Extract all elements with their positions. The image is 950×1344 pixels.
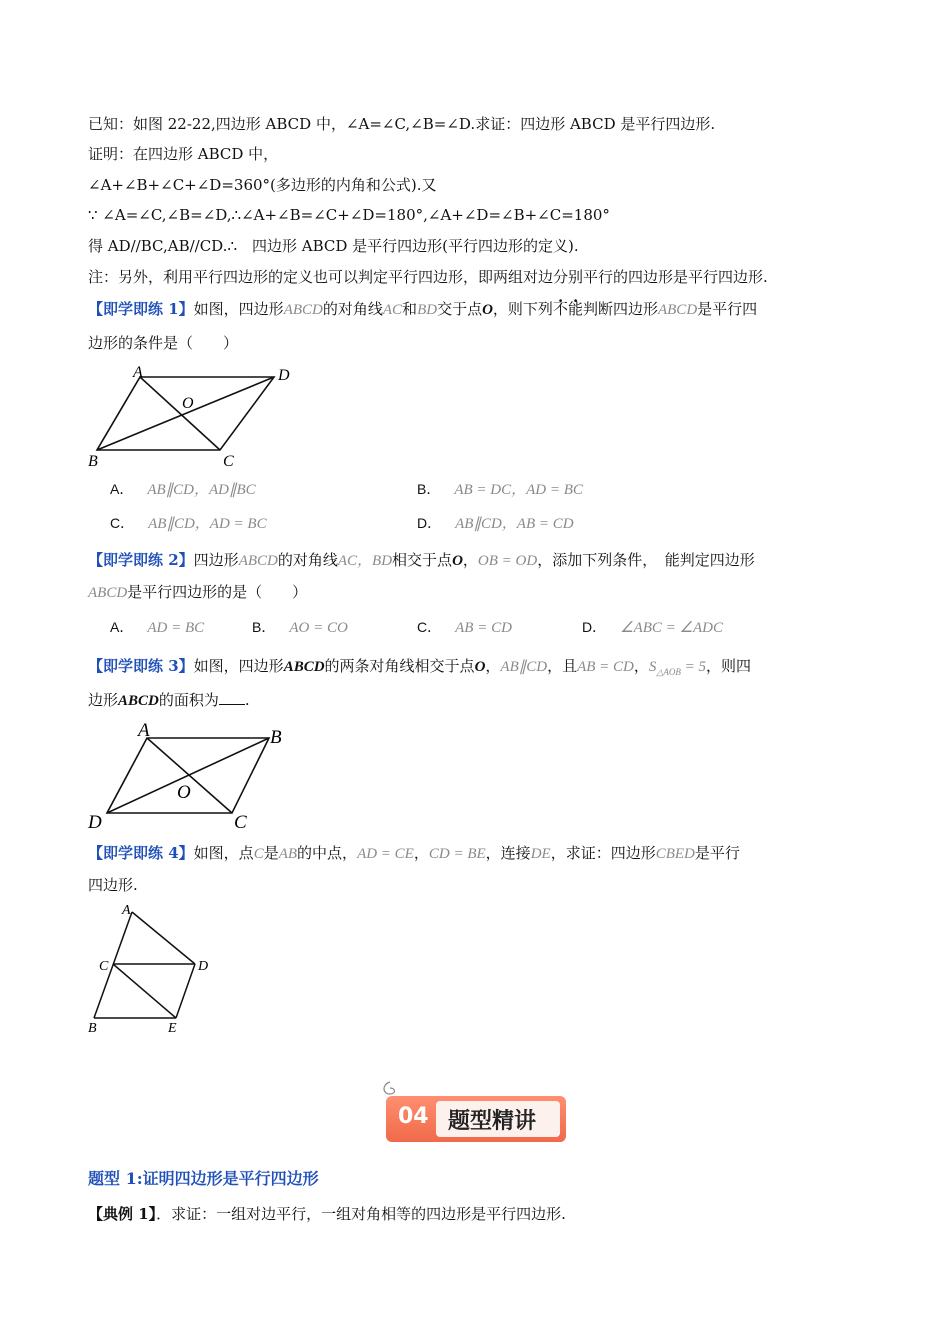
section-title: 题型 1:证明四边形是平行四边形	[88, 1169, 319, 1188]
text: 是	[263, 844, 279, 862]
figure-label: E	[168, 1021, 177, 1036]
text: ，且	[547, 657, 578, 675]
math: S	[648, 659, 657, 675]
exercise-1-stem	[88, 298, 757, 321]
math: BD	[417, 302, 438, 318]
text: 的中点，	[297, 844, 358, 862]
text: 边形	[88, 691, 119, 709]
option-text: ∠ABC = ∠ADC	[620, 620, 723, 636]
option-label: B．	[417, 481, 441, 497]
point-o: O	[482, 302, 493, 318]
figure-label: O	[182, 395, 194, 412]
emphasis-char: 不	[552, 300, 568, 318]
figure-label: B	[88, 453, 98, 470]
example-1	[88, 1203, 566, 1225]
math: = 5	[680, 659, 706, 675]
example-text: ．求证：一组对边平行，一组对角相等的四边形是平行四边形.	[156, 1205, 566, 1223]
math: AD = CE	[357, 846, 414, 862]
math: AB = CD	[577, 659, 634, 675]
text: 判断四边形	[582, 300, 658, 318]
text: 四边形	[193, 551, 239, 569]
text: 是平行四	[697, 300, 758, 318]
math: AC	[382, 302, 403, 318]
exercise-1-option-d[interactable]	[417, 512, 574, 535]
figure-label: A	[133, 364, 143, 381]
exercise-1-option-c[interactable]	[110, 512, 267, 535]
exercise-4-stem	[88, 842, 740, 865]
math: AC，BD	[337, 553, 393, 569]
banner-number: 04	[398, 1104, 429, 1129]
proof-line-5: 得 AD//BC,AB//CD.∴ 四边形 ABCD 是平行四边形(平行四边形的定义).	[88, 237, 579, 255]
option-label: B．	[252, 619, 276, 635]
math: CD = BE	[428, 846, 486, 862]
math: AB	[278, 846, 298, 862]
proof-line-3: ∠A+∠B+∠C+∠D=360°(多边形的内角和公式).又	[88, 176, 437, 194]
option-text: AB = CD	[455, 620, 512, 636]
text: ，连接	[485, 844, 531, 862]
exercise-1-tag: 【即学即练 1】	[88, 300, 194, 318]
section-banner	[386, 1096, 566, 1142]
figure-label: A	[138, 720, 150, 741]
text: ，	[413, 844, 429, 862]
math: ABCD	[118, 693, 159, 709]
text: 是平行四边形的是（ ）	[127, 583, 308, 601]
text: 的对角线	[277, 551, 338, 569]
exercise-1-option-b[interactable]	[417, 478, 583, 501]
text: 如图，四边形	[193, 657, 284, 675]
exercise-4-figure	[82, 898, 222, 1040]
example-tag: 【典例 1】	[88, 1205, 157, 1223]
figure-label: C	[234, 812, 247, 833]
text: 的对角线	[322, 300, 383, 318]
option-label: C．	[417, 619, 442, 635]
math: ABCD	[283, 659, 325, 675]
exercise-2-option-b[interactable]	[252, 616, 348, 639]
exercise-2-stem-2	[88, 581, 307, 604]
figure-label: C	[99, 959, 109, 974]
math: DE	[530, 846, 551, 862]
exercise-4-stem-2: 四边形.	[88, 876, 138, 894]
exercise-3-figure	[82, 716, 302, 834]
text: 如图，四边形	[193, 300, 284, 318]
figure-label: O	[177, 782, 191, 803]
exercise-1-figure	[82, 362, 302, 472]
exercise-3-stem	[88, 655, 751, 683]
point-o: O	[474, 659, 486, 675]
option-label: C．	[110, 515, 135, 531]
math: C	[253, 846, 264, 862]
option-text: AO = CO	[289, 620, 348, 636]
exercise-3-stem-2	[88, 689, 250, 712]
exercise-3-tag: 【即学即练 3】	[88, 657, 194, 675]
option-label: D．	[417, 515, 442, 531]
exercise-2-option-d[interactable]	[582, 616, 723, 639]
text: 交于点	[437, 300, 483, 318]
answer-blank[interactable]	[219, 690, 245, 705]
text: ，求证：四边形	[550, 844, 656, 862]
option-label: D．	[582, 619, 607, 635]
text: .	[244, 691, 250, 709]
option-text: AD = BC	[147, 620, 205, 636]
figure-label: B	[270, 727, 282, 748]
text: ，	[462, 551, 478, 569]
math: ABCD	[657, 302, 698, 318]
exercise-2-option-a[interactable]	[110, 616, 204, 639]
text: ，添加下列条件， 能判定四边形	[537, 551, 755, 569]
option-text: AB∥CD，AD = BC	[148, 516, 267, 532]
proof-line-2: 证明：在四边形 ABCD 中，	[88, 145, 279, 163]
math: CBED	[655, 846, 695, 862]
banner-title: 题型精讲	[448, 1109, 537, 1134]
point-o: O	[452, 553, 463, 569]
exercise-1-option-a[interactable]	[110, 478, 256, 501]
proof-line-4: ∵ ∠A=∠C,∠B=∠D,∴∠A+∠B=∠C+∠D=180°,∠A+∠D=∠B+∠C=180°	[88, 206, 610, 224]
exercise-2-option-c[interactable]	[417, 616, 512, 639]
math: ABCD	[88, 585, 128, 601]
exercise-2-tag: 【即学即练 2】	[88, 551, 194, 569]
math: AB∥CD	[500, 659, 548, 675]
math: ABCD	[238, 553, 278, 569]
text: ，则下列	[492, 300, 553, 318]
text: 是平行	[694, 844, 740, 862]
figure-label: D	[88, 812, 102, 833]
emphasis-char: 能	[567, 300, 583, 318]
exercise-4-tag: 【即学即练 4】	[88, 844, 194, 862]
figure-label: A	[122, 903, 131, 918]
option-text: AB = DC，AD = BC	[454, 482, 583, 498]
text: ，则四	[705, 657, 751, 675]
exercise-1-stem-2: 边形的条件是（ ）	[88, 334, 239, 352]
text: 的两条对角线相交于点	[324, 657, 475, 675]
text: 和	[402, 300, 418, 318]
option-text: AB∥CD，AD∥BC	[147, 482, 256, 498]
text: 的面积为	[158, 691, 219, 709]
math: ABCD	[283, 302, 323, 318]
text: ，	[485, 657, 501, 675]
proof-note: 注：另外，利用平行四边形的定义也可以判定平行四边形，即两组对边分别平行的四边形是平行四边形.	[88, 268, 768, 286]
option-label: A．	[110, 619, 134, 635]
text: ，	[633, 657, 649, 675]
option-label: A．	[110, 481, 134, 497]
math-subscript: △AOB	[656, 667, 681, 677]
figure-label: B	[88, 1021, 97, 1036]
text: 如图，点	[193, 844, 254, 862]
proof-line-1: 已知：如图 22-22,四边形 ABCD 中，∠A=∠C,∠B=∠D.求证：四边形 ABCD 是平行四边形.	[88, 115, 716, 133]
exercise-2-stem	[88, 549, 755, 572]
figure-label: C	[223, 453, 234, 470]
text: 相交于点	[392, 551, 453, 569]
figure-label: D	[198, 959, 209, 974]
option-text: AB∥CD，AB = CD	[455, 516, 574, 532]
math: OB = OD	[477, 553, 538, 569]
figure-label: D	[278, 367, 290, 384]
